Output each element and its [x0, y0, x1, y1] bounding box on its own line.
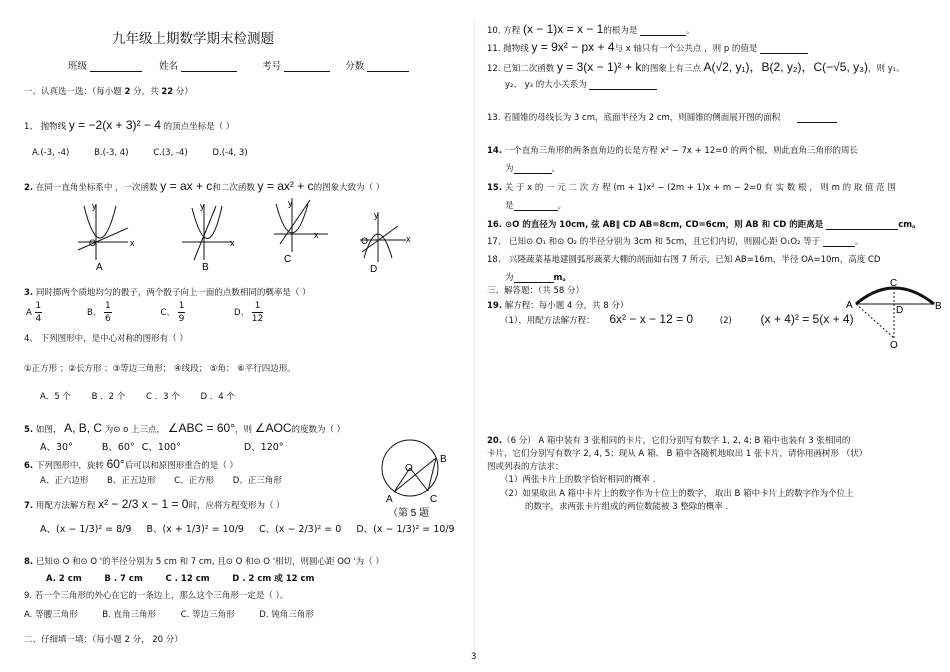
score-label: 分数	[345, 61, 365, 72]
q1-option-d[interactable]: D.(-4, 3)	[212, 148, 248, 158]
name-label: 姓名	[159, 61, 179, 72]
q3-option-b[interactable]: B、 $\frac{1}{6}$	[86, 301, 111, 324]
q4-option-b[interactable]: B ．2 个	[91, 392, 126, 402]
exam-title: 九年级上期数学期末检测题	[112, 31, 274, 47]
q9-option-a[interactable]: A. 等腰三角形	[24, 610, 78, 620]
q14-answer[interactable]	[514, 164, 552, 174]
q17-answer[interactable]	[823, 237, 855, 247]
graph-a-y-label: y	[92, 201, 97, 211]
svg-text:O: O	[89, 238, 97, 248]
class-label: 班级	[68, 61, 88, 72]
question-1: 1、 抛物线 y = −2(x + 3)² − 4 的顶点坐标是（ ）	[24, 118, 235, 132]
q6-options	[40, 474, 282, 486]
svg-text:B: B	[440, 454, 447, 465]
q11-answer[interactable]	[760, 44, 808, 54]
q15-answer[interactable]	[514, 201, 558, 211]
q6-option-c[interactable]: C、正方形	[174, 476, 215, 486]
q8-option-c[interactable]: C . 12 cm	[165, 574, 210, 584]
q4-option-a[interactable]: A．5 个	[40, 392, 71, 402]
question-14: 14. 一个直角三角形的两条直角边的长是方程 x² − 7x + 12=0 的两个根，则此直角三角形的周长	[487, 146, 858, 156]
svg-text:A: A	[846, 300, 853, 311]
section-1-heading: 一、认真选一选：（每小题 2 分，共 22 分）	[24, 87, 193, 97]
question-7: 7. 用配方法解方程 x² − 2/3 x − 1 = 0时，应将方程变形为（ ）	[24, 497, 285, 511]
q13-answer[interactable]	[797, 113, 837, 123]
question-15-line2: 是 。	[505, 201, 567, 211]
q6-option-a[interactable]: A、正六边形	[40, 476, 89, 486]
svg-text:x: x	[130, 238, 135, 248]
svg-text:C: C	[890, 278, 898, 289]
graph-b-label: B	[202, 262, 209, 273]
question-12-line2: y₂、 y₃ 的大小关系为	[505, 78, 657, 90]
q7-option-c[interactable]: C、(x − 2/3)² = 0	[258, 524, 342, 535]
svg-text:O: O	[890, 340, 898, 351]
question-11: 11. 抛物线 y = 9x² − px + 4与 x 轴只有一个公共点 ，则 p 的值是	[487, 40, 808, 54]
question-15: 15. 关 于 x 的 一 元 二 次 方 程 (m + 1)x² − (2m + 1)x + m − 2=0 有 实 数 根 ， 则 m 的 取 值 范 围	[487, 183, 896, 193]
question-6: 6. 下列图形中，旋转 60°后可以和原图形重合的是（ ）	[24, 457, 238, 471]
q5-option-d[interactable]: D、120°	[243, 442, 284, 453]
q8-option-a[interactable]: A. 2 cm	[46, 574, 82, 584]
student-info-row	[68, 58, 409, 72]
q5-option-b[interactable]: B、60°	[101, 442, 135, 453]
question-3: 3. 同时掷两个质地均匀的骰子，两个骰子向上一面的点数相同的概率是（ ）	[24, 288, 311, 298]
section-2-heading: 二、仔细填一填：（每小题 2 分， 20 分）	[24, 635, 183, 645]
svg-text:x: x	[230, 238, 235, 248]
question-20-part2: （2）如果取出 A 箱中卡片上的数字作为十位上的数字， 取出 B 箱中卡片上的数字作为个位上	[500, 489, 854, 499]
q1-option-a[interactable]: A.(-3, -4)	[32, 148, 70, 158]
q9-options	[24, 608, 314, 620]
svg-text:x: x	[314, 230, 319, 240]
question-17: 17、 已知⊙ O₁ 和⊙ O₂ 的半径分别为 3cm 和 5cm，且它们内切，则圆心距 O₁O₂ 等于 。	[487, 237, 864, 247]
q7-option-d[interactable]: D、(x − 1/3)² = 10/9	[356, 524, 455, 535]
q18-answer[interactable]	[514, 273, 554, 283]
svg-text:O: O	[405, 463, 413, 474]
svg-text:O: O	[361, 236, 369, 246]
q19-eq2: (x + 4)² = 5(x + 4)	[760, 312, 854, 326]
class-field[interactable]	[90, 62, 142, 72]
q5-options	[40, 439, 284, 453]
q5-figure-caption: （第 5 题	[388, 508, 430, 519]
question-20-part1: （1）两张卡片上的数字恰好相同的概率 .	[500, 475, 656, 485]
number-field[interactable]	[284, 62, 330, 72]
q8-option-b[interactable]: B . 7 cm	[104, 574, 143, 584]
question-8: 8. 已知⊙ O 和⊙ O '的半径分别为 5 cm 和 7 cm, 且⊙ O 和⊙ O '相切，则圆心距 OO '为（ ）	[24, 557, 384, 567]
column-divider	[474, 18, 475, 658]
question-20-part2b: 的数字，求两张卡片组成的两位数能被 3 整除的概率 .	[525, 502, 729, 512]
q8-options	[46, 572, 314, 584]
svg-text:A: A	[386, 494, 393, 505]
q5-option-a[interactable]: A、30°	[40, 442, 73, 453]
q1-option-c[interactable]: C.(3, -4)	[153, 148, 188, 158]
question-5: 5. 如图， A, B, C 为⊙ o 上三点， ∠ABC = 60°，则 ∠AOC的度数为（ ）	[24, 421, 346, 435]
q9-option-d[interactable]: D. 钝角三角形	[259, 610, 314, 620]
graph-a[interactable]	[78, 204, 128, 260]
question-18: 18、 兴隆蔬菜基地建圆弧形蔬菜大棚的剖面如右图 7 所示，已知 AB=16m，半径 OA=10m，高度 CD	[487, 255, 881, 265]
q7-option-b[interactable]: B、(x + 1/3)² = 10/9	[146, 524, 244, 535]
graph-b[interactable]	[182, 204, 232, 260]
number-label: 考号	[262, 61, 282, 72]
q6-option-d[interactable]: D、正三角形	[232, 476, 282, 486]
q2-graphs	[70, 198, 410, 276]
q9-option-b[interactable]: B. 直角三角形	[102, 610, 157, 620]
q5-figure	[374, 438, 466, 522]
q4-items: ①正方形 ；②长方形 ；③等边三角形； ④线段； ⑤角； ⑥平行四边形。	[24, 364, 296, 374]
svg-text:B: B	[935, 301, 942, 312]
question-20-line2: 卡片，它们分别写有数字 2, 4, 5；现从 A 箱、 B 箱中各随机地取出 1 张卡片，请你用画树形 （状）	[487, 449, 868, 459]
q1-option-b[interactable]: B.(-3, 4)	[94, 148, 129, 158]
graph-c[interactable]	[274, 198, 328, 252]
svg-text:D: D	[896, 305, 904, 316]
svg-text:C: C	[430, 494, 438, 505]
graph-c-label: C	[284, 254, 292, 265]
q8-option-d[interactable]: D . 2 cm 或 12 cm	[232, 574, 315, 584]
q19-eq1: 6x² − x − 12 = 0	[609, 312, 694, 326]
q6-option-b[interactable]: B、正五边形	[107, 476, 156, 486]
graph-a-label: A	[96, 262, 103, 273]
question-19: 19. 解方程：每小题 4 分，共 8 分）	[487, 301, 629, 311]
q16-answer[interactable]	[826, 220, 898, 230]
question-20-line3: 图或列表的方法求：	[487, 462, 564, 472]
question-19-parts: （1）、用配方法解方程： 6x² − x − 12 = 0 (2) (x + 4)² = 5(x + 4)	[500, 312, 854, 326]
q5-option-c[interactable]: C、100°	[141, 442, 181, 453]
graph-d-label: D	[370, 264, 378, 275]
q4-option-d[interactable]: D ．4 个	[200, 392, 235, 402]
question-18-line2: 为 m。	[505, 273, 571, 283]
question-14-line2: 为 。	[505, 164, 561, 174]
q3-option-c[interactable]: C、 $\frac{1}{9}$	[160, 301, 185, 324]
q3-options	[26, 300, 263, 325]
q7-option-a[interactable]: A、(x − 1/3)² = 8/9	[40, 524, 132, 535]
svg-text:x: x	[406, 234, 411, 244]
q1-options	[32, 148, 248, 158]
question-13: 13. 若圆锥的母线长为 3 cm，底面半径为 2 cm，则圆锥的侧面展开图的面积	[487, 111, 837, 123]
question-2: 2. 在同一直角坐标系中 ，一次函数 y = ax + c和二次函数 y = ax² + c的图象大致为（ ）	[24, 179, 385, 193]
q4-options	[40, 390, 235, 402]
svg-text:y: y	[288, 198, 293, 208]
question-10: 10. 方程 (x − 1)x = x − 1的根为是 。	[487, 22, 695, 36]
svg-text:y: y	[200, 201, 205, 211]
question-9: 9. 若一个三角形的外心在它的一条边上，那么这个三角形一定是（ ）。	[24, 591, 289, 601]
question-12: 12. 已知二次函数 y = 3(x − 1)² + k的图象上有三点 A(√2, y₁)，B(2, y₂)，C(−√5, y₃)，则 y₁、	[487, 60, 905, 74]
svg-text:y: y	[374, 210, 379, 220]
question-4: 4、 下列图形中，是中心对称的图形有（ ）	[24, 334, 188, 344]
page-number: 3	[471, 652, 477, 662]
q18-arch-figure	[844, 276, 944, 350]
question-20: 20.（6 分） A 箱中装有 3 张相同的卡片，它们分别写有数字 1, 2, 4; B 箱中也装有 3 张相同的	[487, 436, 851, 446]
q4-option-c[interactable]: C ．3 个	[146, 392, 180, 402]
score-field[interactable]	[367, 62, 409, 72]
q10-answer[interactable]	[640, 26, 686, 36]
q12-answer[interactable]	[589, 80, 657, 90]
q7-options	[40, 521, 455, 535]
name-field[interactable]	[181, 62, 237, 72]
section-3-heading: 三、解答题：（共 58 分）	[487, 286, 584, 296]
q9-option-c[interactable]: C. 等边三角形	[180, 610, 235, 620]
question-16: 16. ⊙O 的直径为 10cm, 弦 AB∥ CD AB=8cm, CD=6cm，则 AB 和 CD 的距离是 cm。	[487, 220, 921, 230]
q3-option-d[interactable]: D、 $\frac{1}{12}$	[234, 301, 264, 324]
q3-option-a[interactable]: A $\frac{1}{4}$	[26, 301, 42, 324]
